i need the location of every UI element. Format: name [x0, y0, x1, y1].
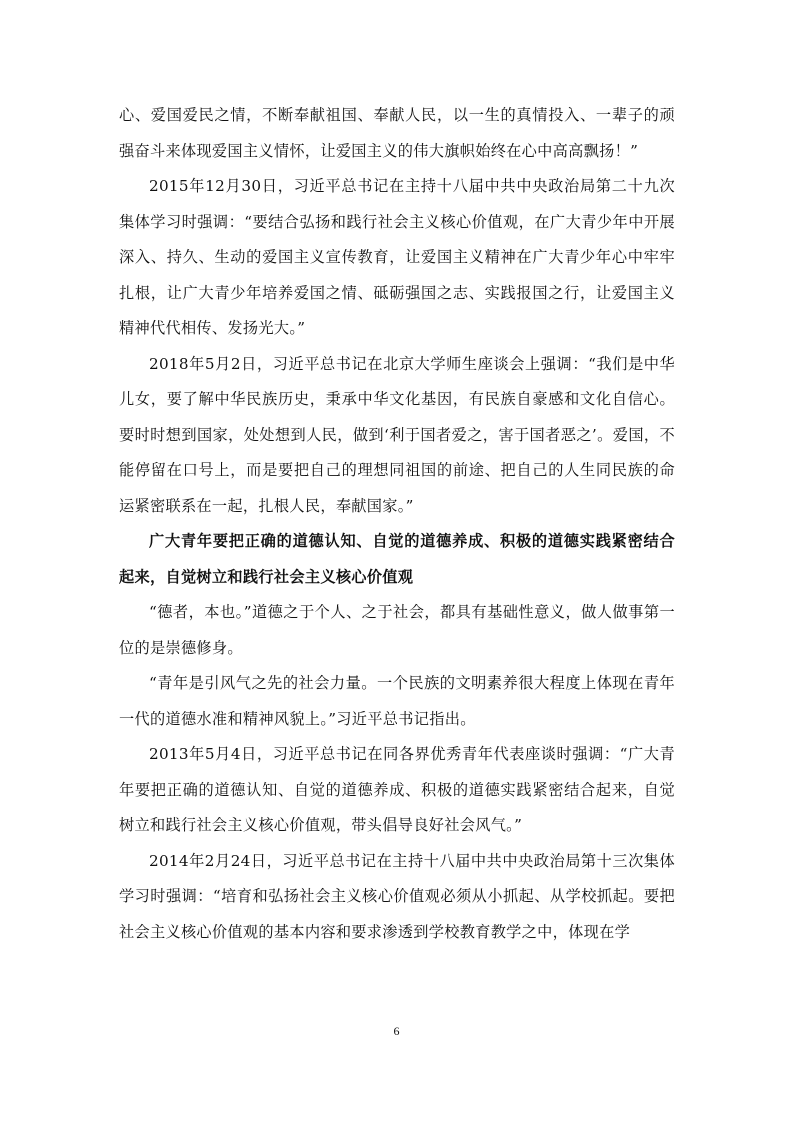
- paragraph-3: 2018年5月2日，习近平总书记在北京大学师生座谈会上强调：“我们是中华儿女，要了解中华民族历史，秉承中华文化基因，有民族自豪感和文化自信心。要时时想到国家，处处想到人民，做到‘利于国者爱之，害于国者恶之’。爱国，不能停留在口号上，而是要把自己的理想同祖国的前途、把自己的人生同民族的命运紧密联系在一起，扎根人民，奉献国家。”: [119, 354, 675, 515]
- paragraph-6: 2013年5月4日，习近平总书记在同各界优秀青年代表座谈时强调：“广大青年要把正确的道德认知、自觉的道德养成、积极的道德实践紧密结合起来，自觉树立和践行社会主义核心价值观，带头倡导良好社会风气。”: [119, 745, 675, 834]
- page-number: 6: [393, 1024, 400, 1038]
- section-heading: 广大青年要把正确的道德认知、自觉的道德养成、积极的道德实践紧密结合起来，自觉树立和践行社会主义核心价值观: [119, 532, 675, 586]
- document-body: [119, 98, 675, 950]
- paragraph-1: 心、爱国爱民之情，不断奉献祖国、奉献人民，以一生的真情投入、一辈子的顽强奋斗来体现爱国主义情怀，让爱国主义的伟大旗帜始终在心中高高飘扬！”: [119, 106, 675, 160]
- paragraph-5: “青年是引风气之先的社会力量。一个民族的文明素养很大程度上体现在青年一代的道德水准和精神风貌上。”习近平总书记指出。: [119, 674, 675, 728]
- paragraph-7: 2014年2月24日，习近平总书记在主持十八届中共中央政治局第十三次集体学习时强调：“培育和弘扬社会主义核心价值观必须从小抓起、从学校抓起。要把社会主义核心价值观的基本内容和要求渗透到学校教育教学之中，体现在学: [119, 851, 675, 941]
- paragraph-4: “德者，本也。”道德之于个人、之于社会，都具有基础性意义，做人做事第一位的是崇德修身。: [119, 603, 675, 657]
- paragraph-2: 2015年12月30日，习近平总书记在主持十八届中共中央政治局第二十九次集体学习时强调：“要结合弘扬和践行社会主义核心价值观，在广大青少年中开展深入、持久、生动的爱国主义宣传教育，让爱国主义精神在广大青少年心中牢牢扎根，让广大青少年培养爱国之情、砥砺强国之志、实践报国之行，让爱国主义精神代代相传、发扬光大。”: [119, 177, 675, 337]
